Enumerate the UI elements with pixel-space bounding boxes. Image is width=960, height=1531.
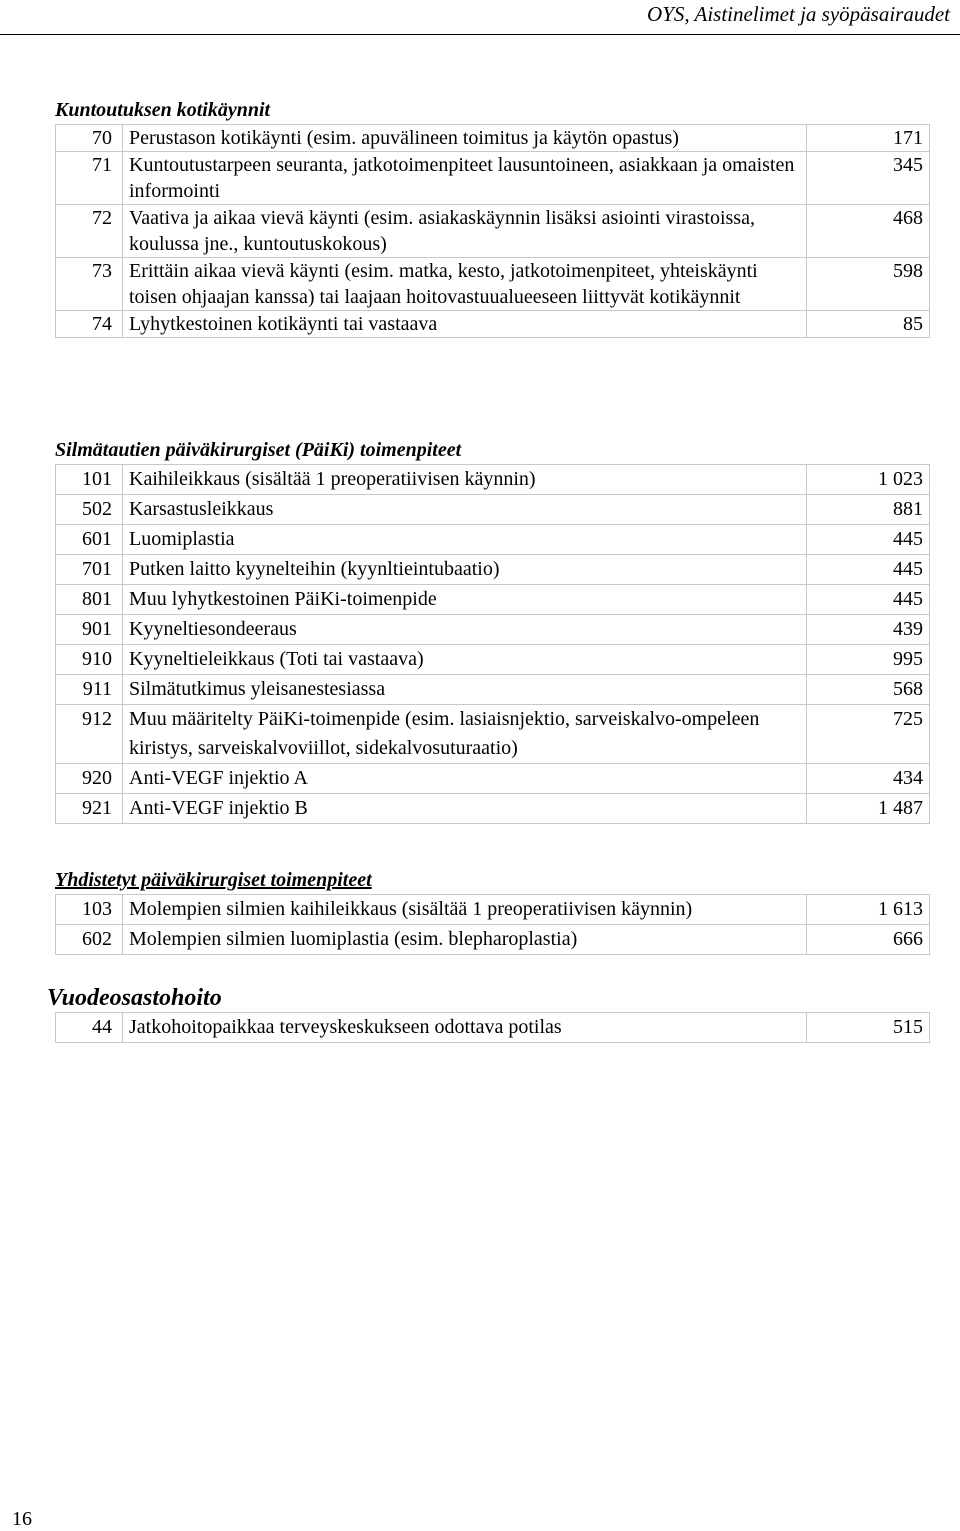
table-row <box>56 205 930 258</box>
row-code: 72 <box>56 205 123 258</box>
row-description: Vaativa ja aikaa vievä käynti (esim. asiakaskäynnin lisäksi asiointi virastoissa, koulussa jne., kuntoutuskokous) <box>123 205 807 258</box>
row-code: 801 <box>56 585 123 615</box>
section-title-vuodeosastohoito: Vuodeosastohoito <box>47 985 222 1011</box>
table-row <box>56 495 930 525</box>
row-description: Molempien silmien kaihileikkaus (sisältää 1 preoperatiivisen käynnin) <box>123 895 807 925</box>
row-code: 70 <box>56 125 123 152</box>
section-title-kuntoutuksen-kotikaynnit: Kuntoutuksen kotikäynnit <box>55 99 271 121</box>
row-description: Lyhytkestoinen kotikäynti tai vastaava <box>123 311 807 338</box>
row-price: 468 <box>807 205 930 258</box>
row-code: 71 <box>56 152 123 205</box>
row-description: Muu lyhytkestoinen PäiKi-toimenpide <box>123 585 807 615</box>
row-description: Luomiplastia <box>123 525 807 555</box>
table-row <box>56 895 930 925</box>
row-description: Erittäin aikaa vievä käynti (esim. matka, kesto, jatkotoimenpiteet, yhteiskäynti toisen ohjaajan kanssa) tai laajaan hoitovastuualueeseen liittyvät kotikäynnit <box>123 258 807 311</box>
table-row <box>56 645 930 675</box>
row-code: 74 <box>56 311 123 338</box>
table-row <box>56 311 930 338</box>
row-description: Kyyneltiesondeeraus <box>123 615 807 645</box>
row-code: 910 <box>56 645 123 675</box>
row-code: 73 <box>56 258 123 311</box>
table-yhdistetyt-paivakirurgiset <box>55 894 930 955</box>
table-row <box>56 675 930 705</box>
row-code: 44 <box>56 1013 123 1043</box>
row-price: 725 <box>807 705 930 764</box>
row-code: 921 <box>56 794 123 824</box>
row-price: 666 <box>807 925 930 955</box>
row-price: 445 <box>807 525 930 555</box>
row-code: 502 <box>56 495 123 525</box>
table-row <box>56 258 930 311</box>
row-description: Putken laitto kyynelteihin (kyynltieintubaatio) <box>123 555 807 585</box>
row-price: 445 <box>807 555 930 585</box>
row-description: Kaihileikkaus (sisältää 1 preoperatiivisen käynnin) <box>123 465 807 495</box>
page-header-title: OYS, Aistinelimet ja syöpäsairaudet <box>647 2 950 26</box>
row-price: 439 <box>807 615 930 645</box>
row-code: 912 <box>56 705 123 764</box>
row-description: Silmätutkimus yleisanestesiassa <box>123 675 807 705</box>
table-row <box>56 525 930 555</box>
table-row <box>56 764 930 794</box>
row-price: 1 487 <box>807 794 930 824</box>
row-code: 601 <box>56 525 123 555</box>
row-description: Molempien silmien luomiplastia (esim. blepharoplastia) <box>123 925 807 955</box>
row-price: 598 <box>807 258 930 311</box>
row-description: Jatkohoitopaikkaa terveyskeskukseen odottava potilas <box>123 1013 807 1043</box>
table-row <box>56 794 930 824</box>
section-title-silmatautien-paivakirurgiset: Silmätautien päiväkirurgiset (PäiKi) toimenpiteet <box>55 439 462 461</box>
row-description: Perustason kotikäynti (esim. apuvälineen toimitus ja käytön opastus) <box>123 125 807 152</box>
row-price: 85 <box>807 311 930 338</box>
table-row <box>56 555 930 585</box>
row-price: 1 613 <box>807 895 930 925</box>
table-silmatautien-paivakirurgiset <box>55 464 930 824</box>
row-code: 101 <box>56 465 123 495</box>
row-price: 1 023 <box>807 465 930 495</box>
table-row <box>56 465 930 495</box>
row-description: Anti-VEGF injektio A <box>123 764 807 794</box>
row-description: Muu määritelty PäiKi-toimenpide (esim. lasiaisnjektio, sarveiskalvo-ompeleen kiristys, sarveiskalvoviillot, sidekalvosuturaatio) <box>123 705 807 764</box>
table-row <box>56 125 930 152</box>
row-price: 434 <box>807 764 930 794</box>
table-row <box>56 615 930 645</box>
table-row <box>56 705 930 764</box>
row-code: 911 <box>56 675 123 705</box>
header-divider <box>0 34 960 35</box>
row-price: 881 <box>807 495 930 525</box>
row-description: Kuntoutustarpeen seuranta, jatkotoimenpiteet lausuntoineen, asiakkaan ja omaisten informointi <box>123 152 807 205</box>
table-kuntoutuksen-kotikaynnit <box>55 124 930 338</box>
row-description: Anti-VEGF injektio B <box>123 794 807 824</box>
page-number: 16 <box>12 1508 32 1530</box>
row-code: 602 <box>56 925 123 955</box>
row-price: 995 <box>807 645 930 675</box>
row-price: 345 <box>807 152 930 205</box>
row-code: 920 <box>56 764 123 794</box>
row-code: 701 <box>56 555 123 585</box>
row-price: 568 <box>807 675 930 705</box>
row-price: 445 <box>807 585 930 615</box>
row-price: 171 <box>807 125 930 152</box>
table-row <box>56 1013 930 1043</box>
row-description: Karsastusleikkaus <box>123 495 807 525</box>
row-price: 515 <box>807 1013 930 1043</box>
table-vuodeosastohoito <box>55 1012 930 1043</box>
table-row <box>56 585 930 615</box>
row-code: 901 <box>56 615 123 645</box>
section-title-yhdistetyt-paivakirurgiset: Yhdistetyt päiväkirurgiset toimenpiteet <box>55 869 372 891</box>
table-row <box>56 925 930 955</box>
table-row <box>56 152 930 205</box>
row-code: 103 <box>56 895 123 925</box>
row-description: Kyyneltieleikkaus (Toti tai vastaava) <box>123 645 807 675</box>
